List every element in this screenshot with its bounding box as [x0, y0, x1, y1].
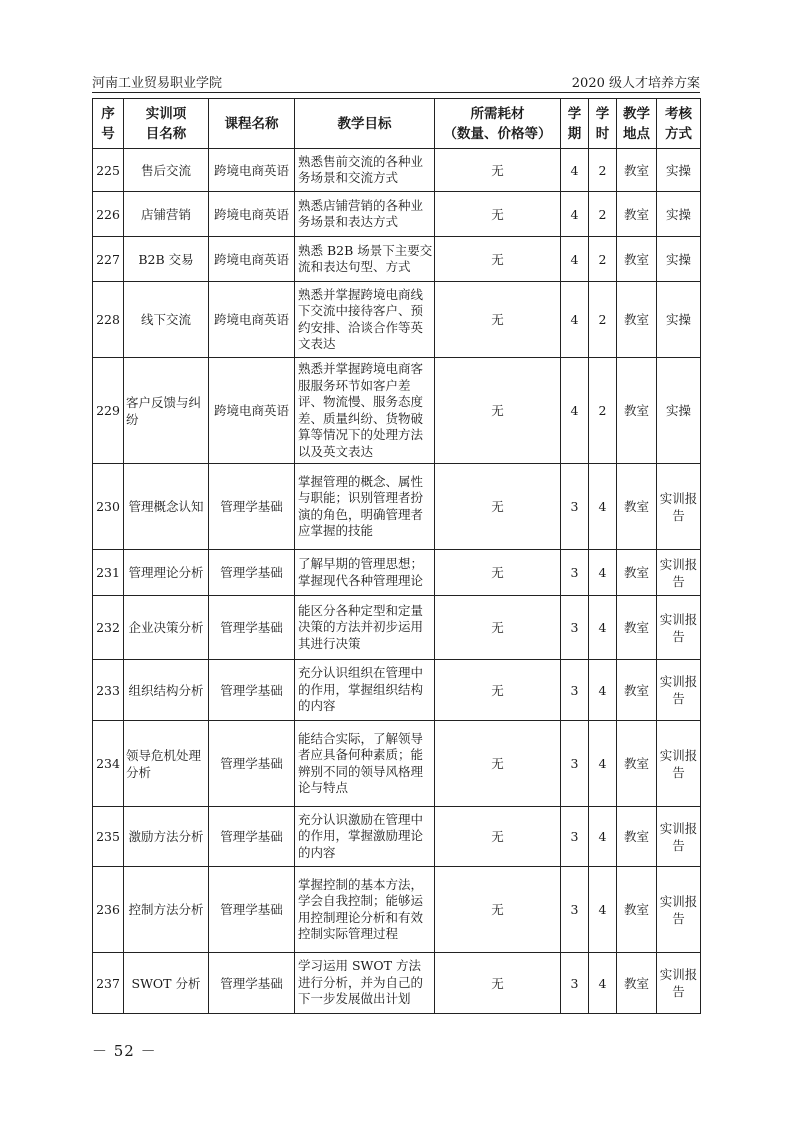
row-materials: 无: [435, 464, 561, 550]
row-project-name: 领导危机处理分析: [124, 721, 209, 807]
row-project-name: 激励方法分析: [124, 807, 209, 867]
row-no: 233: [93, 660, 124, 721]
table-row: [93, 358, 701, 464]
row-project-name: SWOT 分析: [124, 953, 209, 1014]
row-materials: 无: [435, 596, 561, 660]
table-row: [93, 464, 701, 550]
row-goal: 学习运用 SWOT 方法进行分析，并为自己的下一步发展做出计划: [295, 953, 435, 1014]
row-no: 237: [93, 953, 124, 1014]
row-materials: 无: [435, 867, 561, 953]
row-course: 管理学基础: [209, 867, 295, 953]
row-no: 225: [93, 149, 124, 192]
row-hours: 2: [589, 282, 617, 358]
row-hours: 4: [589, 550, 617, 596]
row-project-name: 线下交流: [124, 282, 209, 358]
row-no: 236: [93, 867, 124, 953]
col-header-hours: 学 时: [589, 99, 617, 149]
row-term: 3: [561, 953, 589, 1014]
col-header-term: 学 期: [561, 99, 589, 149]
row-term: 3: [561, 721, 589, 807]
row-assessment: 实训报告: [657, 550, 701, 596]
row-hours: 2: [589, 237, 617, 282]
row-assessment: 实训报告: [657, 953, 701, 1014]
col-header-assessment: 考核 方式: [657, 99, 701, 149]
row-project-name: 店铺营销: [124, 192, 209, 237]
table-row: [93, 953, 701, 1014]
table-row: [93, 237, 701, 282]
row-materials: 无: [435, 660, 561, 721]
row-course: 管理学基础: [209, 660, 295, 721]
row-course: 跨境电商英语: [209, 282, 295, 358]
table-row: [93, 660, 701, 721]
row-hours: 4: [589, 596, 617, 660]
row-course: 跨境电商英语: [209, 237, 295, 282]
row-hours: 4: [589, 867, 617, 953]
table-row: [93, 192, 701, 237]
row-course: 跨境电商英语: [209, 149, 295, 192]
row-term: 4: [561, 149, 589, 192]
row-no: 227: [93, 237, 124, 282]
row-assessment: 实训报告: [657, 807, 701, 867]
row-project-name: 组织结构分析: [124, 660, 209, 721]
row-assessment: 实操: [657, 358, 701, 464]
row-place: 教室: [617, 237, 657, 282]
row-term: 4: [561, 358, 589, 464]
row-assessment: 实训报告: [657, 660, 701, 721]
row-materials: 无: [435, 192, 561, 237]
row-place: 教室: [617, 953, 657, 1014]
row-materials: 无: [435, 282, 561, 358]
row-no: 229: [93, 358, 124, 464]
row-term: 4: [561, 237, 589, 282]
row-place: 教室: [617, 149, 657, 192]
row-hours: 4: [589, 464, 617, 550]
col-header-course: 课程名称: [209, 99, 295, 149]
row-project-name: 企业决策分析: [124, 596, 209, 660]
row-term: 3: [561, 867, 589, 953]
header-divider: [92, 92, 700, 93]
row-project-name: 控制方法分析: [124, 867, 209, 953]
row-place: 教室: [617, 358, 657, 464]
row-materials: 无: [435, 358, 561, 464]
row-course: 管理学基础: [209, 596, 295, 660]
row-no: 232: [93, 596, 124, 660]
row-materials: 无: [435, 953, 561, 1014]
header-institution: 河南工业贸易职业学院: [92, 76, 223, 91]
col-header-goal: 教学目标: [295, 99, 435, 149]
row-term: 3: [561, 596, 589, 660]
row-no: 230: [93, 464, 124, 550]
row-goal: 掌握管理的概念、属性与职能；识别管理者扮演的角色，明确管理者应掌握的技能: [295, 464, 435, 550]
row-assessment: 实操: [657, 282, 701, 358]
table-header-row: [93, 99, 701, 149]
row-no: 231: [93, 550, 124, 596]
row-assessment: 实操: [657, 192, 701, 237]
page-number: － 52 －: [92, 1042, 157, 1060]
row-assessment: 实操: [657, 237, 701, 282]
row-project-name: 客户反馈与纠纷: [124, 358, 209, 464]
row-place: 教室: [617, 867, 657, 953]
table-row: [93, 550, 701, 596]
row-course: 管理学基础: [209, 464, 295, 550]
row-term: 3: [561, 550, 589, 596]
row-hours: 2: [589, 149, 617, 192]
row-materials: 无: [435, 721, 561, 807]
col-header-project: 实训项 目名称: [124, 99, 209, 149]
table-row: [93, 149, 701, 192]
table-row: [93, 867, 701, 953]
row-hours: 4: [589, 721, 617, 807]
row-goal: 熟悉售前交流的各种业务场景和交流方式: [295, 149, 435, 192]
row-assessment: 实训报告: [657, 464, 701, 550]
row-course: 管理学基础: [209, 953, 295, 1014]
row-assessment: 实操: [657, 149, 701, 192]
row-project-name: 管理概念认知: [124, 464, 209, 550]
table-row: [93, 721, 701, 807]
row-place: 教室: [617, 464, 657, 550]
row-project-name: 售后交流: [124, 149, 209, 192]
row-no: 235: [93, 807, 124, 867]
row-hours: 2: [589, 358, 617, 464]
col-header-no: 序 号: [93, 99, 124, 149]
row-assessment: 实训报告: [657, 721, 701, 807]
row-goal: 熟悉并掌握跨境电商线下交流中接待客户、预约安排、洽谈合作等英文表达: [295, 282, 435, 358]
row-assessment: 实训报告: [657, 596, 701, 660]
row-goal: 充分认识组织在管理中的作用，掌握组织结构的内容: [295, 660, 435, 721]
row-goal: 充分认识激励在管理中的作用，掌握激励理论的内容: [295, 807, 435, 867]
row-goal: 熟悉并掌握跨境电商客服服务环节如客户差评、物流慢、服务态度差、质量纠纷、货物破算等情况下的处理方法以及英文表达: [295, 358, 435, 464]
row-materials: 无: [435, 550, 561, 596]
row-course: 管理学基础: [209, 807, 295, 867]
row-goal: 熟悉店铺营销的各种业务场景和表达方式: [295, 192, 435, 237]
row-materials: 无: [435, 149, 561, 192]
row-place: 教室: [617, 721, 657, 807]
row-term: 3: [561, 464, 589, 550]
row-place: 教室: [617, 807, 657, 867]
table-row: [93, 596, 701, 660]
row-place: 教室: [617, 550, 657, 596]
row-place: 教室: [617, 192, 657, 237]
table-row: [93, 807, 701, 867]
row-materials: 无: [435, 807, 561, 867]
row-assessment: 实训报告: [657, 867, 701, 953]
row-term: 3: [561, 660, 589, 721]
col-header-materials: 所需耗材 （数量、价格等）: [435, 99, 561, 149]
row-project-name: 管理理论分析: [124, 550, 209, 596]
training-table: [92, 98, 701, 1014]
row-goal: 了解早期的管理思想；掌握现代各种管理理论: [295, 550, 435, 596]
row-goal: 能区分各种定型和定量决策的方法并初步运用其进行决策: [295, 596, 435, 660]
row-no: 234: [93, 721, 124, 807]
row-goal: 能结合实际，了解领导者应具备何种素质；能辨别不同的领导风格理论与特点: [295, 721, 435, 807]
row-course: 管理学基础: [209, 721, 295, 807]
table-row: [93, 282, 701, 358]
row-place: 教室: [617, 660, 657, 721]
row-no: 228: [93, 282, 124, 358]
row-no: 226: [93, 192, 124, 237]
row-goal: 熟悉 B2B 场景下主要交流和表达句型、方式: [295, 237, 435, 282]
row-hours: 4: [589, 807, 617, 867]
row-term: 4: [561, 282, 589, 358]
row-course: 跨境电商英语: [209, 358, 295, 464]
row-hours: 4: [589, 953, 617, 1014]
col-header-place: 教学 地点: [617, 99, 657, 149]
row-hours: 2: [589, 192, 617, 237]
row-course: 跨境电商英语: [209, 192, 295, 237]
row-goal: 掌握控制的基本方法，学会自我控制；能够运用控制理论分析和有效控制实际管理过程: [295, 867, 435, 953]
row-place: 教室: [617, 596, 657, 660]
header-document-title: 2020 级人才培养方案: [571, 76, 700, 91]
row-project-name: B2B 交易: [124, 237, 209, 282]
row-term: 3: [561, 807, 589, 867]
row-materials: 无: [435, 237, 561, 282]
row-term: 4: [561, 192, 589, 237]
row-hours: 4: [589, 660, 617, 721]
row-place: 教室: [617, 282, 657, 358]
row-course: 管理学基础: [209, 550, 295, 596]
